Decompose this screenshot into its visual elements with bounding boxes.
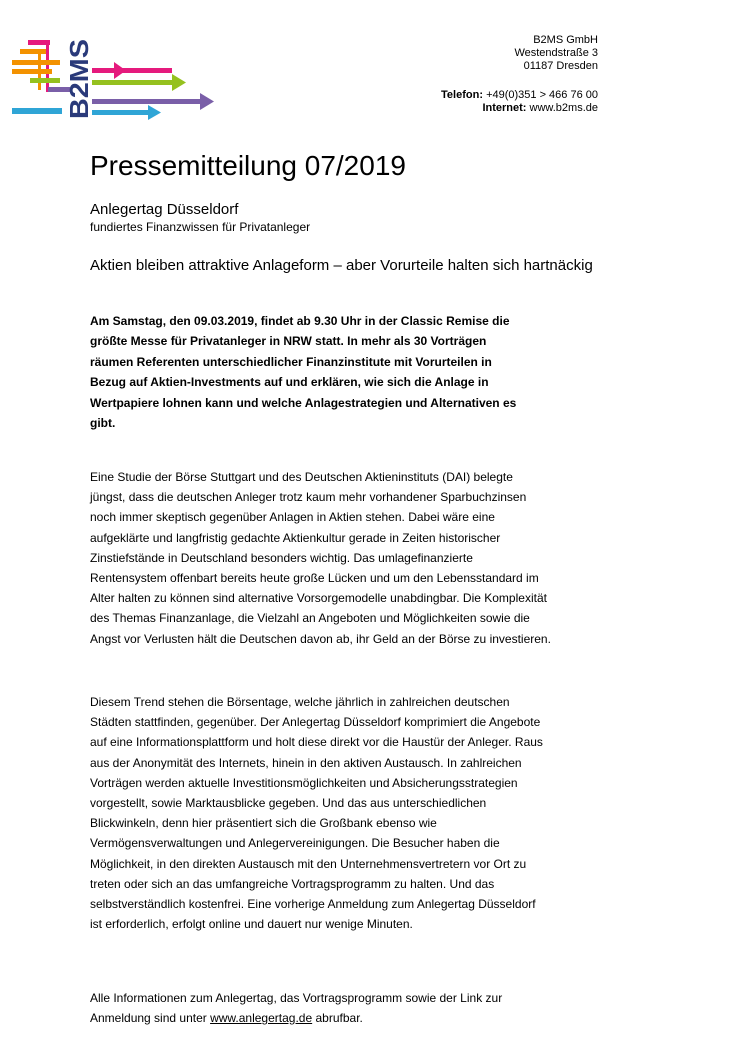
text-line: auf eine Informationsplattform und holt diese direkt vor die Haustür der Anleger. Raus: [90, 735, 543, 750]
web-label: Internet:: [482, 102, 527, 114]
web-line: [441, 102, 598, 115]
link-intro: Anmeldung sind unter: [90, 1011, 211, 1026]
text-line: Alle Informationen zum Anlegertag, das Vortragsprogramm sowie der Link zur: [90, 991, 503, 1005]
web-address: www.b2ms.de: [529, 102, 598, 114]
lead-line: Wertpapiere lohnen kann und welche Anlagestrategien und Alternativen es: [90, 395, 517, 410]
company-name: B2MS GmbH: [533, 34, 598, 46]
body-paragraph-1: [90, 467, 630, 649]
text-line: Blickwinkeln, denn hier präsentiert sich die Großbank ebenso wie: [90, 816, 437, 831]
phone-line: [441, 89, 598, 102]
text-line: aufgeklärte und langfristig gedachte Aktienkultur gerade in Zeiten historischer: [90, 530, 501, 545]
text-line: treten oder sich an das umfangreiche Vortragsprogramm zu halten. Und das: [90, 876, 495, 891]
text-line: [90, 1008, 630, 1028]
lead-line: Bezug auf Aktien-Investments auf und erklären, wie sich die Anlage in: [90, 375, 489, 390]
text-line: jüngst, dass die deutschen Anleger trotz kaum mehr vorhandener Sparbuchzinsen: [90, 490, 527, 505]
text-line: Städten stattfinden, gegenüber. Der Anlegertag Düsseldorf komprimiert die Angebote: [90, 715, 541, 730]
phone-label: Telefon:: [441, 89, 483, 101]
text-line: des Themas Finanzanlage, die Vielzahl an Angeboten und Möglichkeiten sowie die: [90, 611, 530, 626]
text-line: vorgestellt, sowie Marktausblicke gegeben. Und das aus unterschiedlichen: [90, 796, 487, 811]
text-line: Rentensystem offenbart bereits heute große Lücken und um den Lebensstandard im: [90, 571, 539, 586]
text-line: Eine Studie der Börse Stuttgart und des Deutschen Aktieninstituts (DAI) belegte: [90, 470, 513, 484]
event-name: Anlegertag Düsseldorf: [90, 201, 239, 218]
lead-line: räumen Referenten unterschiedlicher Finanzinstitute mit Vorurteilen in: [90, 354, 492, 369]
link-outro: abrufbar.: [312, 1011, 363, 1026]
page-title: Pressemitteilung 07/2019: [90, 150, 406, 181]
b2ms-logo: [8, 38, 218, 120]
text-line: selbstverständlich kostenfrei. Eine vorherige Anmeldung zum Anlegertag Düsseldorf: [90, 897, 536, 912]
phone-number: +49(0)351 > 466 76 00: [486, 89, 598, 101]
text-line: Vermögensverwaltungen und Anlegervereinigungen. Die Besucher haben die: [90, 836, 500, 851]
body-paragraph-2: [90, 692, 630, 934]
body-paragraph-3: [90, 988, 630, 1028]
company-address: [514, 34, 598, 73]
text-line: Angst vor Verlusten hält die Deutschen davon ab, ihr Geld an der Börse zu investieren.: [90, 631, 551, 646]
lead-line: gibt.: [90, 416, 116, 431]
company-contact: [441, 89, 598, 115]
text-line: Vorträgen werden aktuelle Investitionsmöglichkeiten und Absicherungsstrategien: [90, 775, 518, 790]
text-line: ist erforderlich, erfolgt online und dauert nur wenige Minuten.: [90, 917, 413, 932]
text-line: Alter halten zu können sind alternative Vorsorgemodelle unabdingbar. Die Komplexität: [90, 591, 547, 606]
event-subtitle: fundiertes Finanzwissen für Privatanleger: [90, 220, 311, 234]
company-street: Westendstraße 3: [514, 47, 598, 59]
logo-text: B2MS: [64, 46, 94, 119]
text-line: aus der Anonymität des Internets, hinein in den aktiven Austausch. In zahlreichen: [90, 755, 522, 770]
article-headline: Aktien bleiben attraktive Anlageform – aber Vorurteile halten sich hartnäckig: [90, 257, 593, 274]
lead-paragraph: [90, 311, 610, 433]
company-city: 01187 Dresden: [523, 60, 598, 72]
lead-line: Am Samstag, den 09.03.2019, findet ab 9.30 Uhr in der Classic Remise die: [90, 314, 510, 328]
anlegertag-link[interactable]: www.anlegertag.de: [210, 1011, 313, 1026]
text-line: Diesem Trend stehen die Börsentage, welche jährlich in zahlreichen deutschen: [90, 695, 510, 709]
text-line: Möglichkeit, in den direkten Austausch mit den Unternehmensvertretern vor Ort zu: [90, 856, 527, 871]
lead-line: größte Messe für Privatanleger in NRW statt. In mehr als 30 Vorträgen: [90, 334, 487, 349]
text-line: Zinstiefstände in Deutschland besonders wichtig. Das umlagefinanzierte: [90, 550, 473, 565]
text-line: noch immer skeptisch gegenüber Anlagen in Aktien stehen. Dabei wäre eine: [90, 510, 495, 525]
